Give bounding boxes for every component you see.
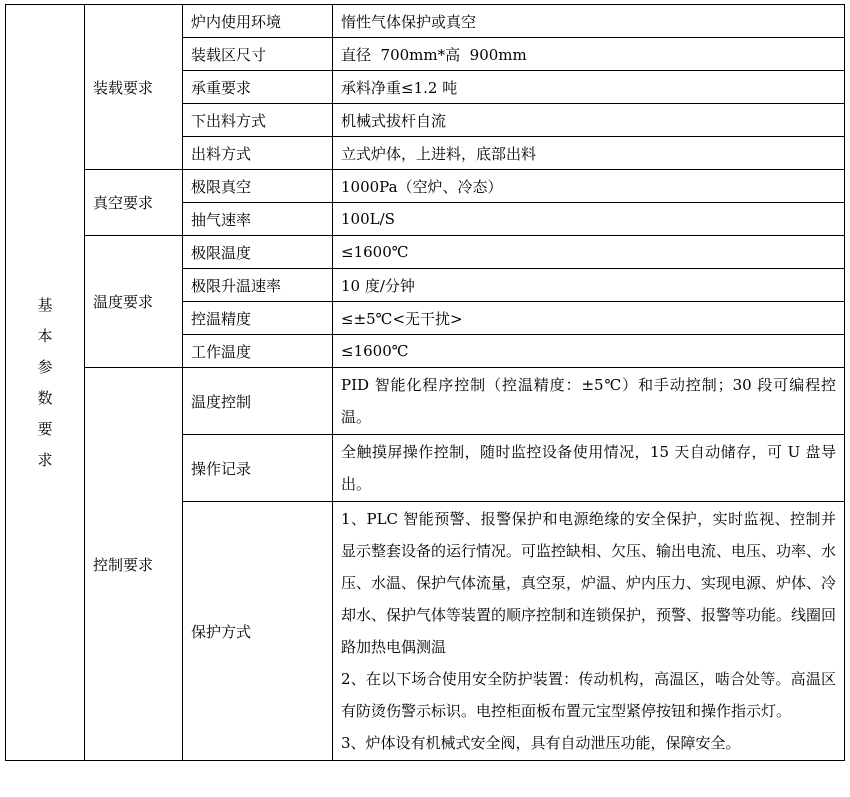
item-cell: 极限真空 [183,170,333,203]
category-cell: 真空要求 [85,170,183,236]
item-cell: 极限温度 [183,236,333,269]
item-cell: 控温精度 [183,302,333,335]
main-category-char: 数 [37,388,53,407]
item-cell: 出料方式 [183,137,333,170]
item-cell: 操作记录 [183,435,333,502]
main-category-char: 求 [37,450,53,469]
value-cell: PID 智能化程序控制（控温精度：±5℃）和手动控制；30 段可编程控温。 [333,368,845,435]
main-category-char: 本 [37,326,53,345]
main-category-char: 参 [37,357,53,376]
item-cell: 工作温度 [183,335,333,368]
category-cell: 控制要求 [85,368,183,761]
value-cell: 承料净重≤1.2 吨 [333,71,845,104]
item-cell: 保护方式 [183,502,333,761]
table-row [6,368,845,435]
value-cell: ≤1600℃ [333,335,845,368]
value-cell: 100L/S [333,203,845,236]
protection-paragraph: 1、PLC 智能预警、报警保护和电源绝缘的安全保护，实时监视、控制并显示整套设备的运行情况。可监控缺相、欠压、输出电流、电压、功率、水压、水温、保护气体流量，真空泵，炉温、炉内压力、实现电源、炉体、冷却水、保护气体等装置的顺序控制和连锁保护，预警、报警等功能。线圈回路加热电偶测温 [341,510,837,656]
value-cell: ≤1600℃ [333,236,845,269]
item-cell: 炉内使用环境 [183,5,333,38]
value-cell: 机械式拔杆自流 [333,104,845,137]
item-cell: 温度控制 [183,368,333,435]
main-category-cell [6,5,85,761]
table-row [6,236,845,269]
value-cell: 惰性气体保护或真空 [333,5,845,38]
category-cell: 温度要求 [85,236,183,368]
item-cell: 装载区尺寸 [183,38,333,71]
protection-paragraph: 2、在以下场合使用安全防护装置：传动机构，高温区，啮合处等。高温区有防烫伤警示标识。电控柜面板布置元宝型紧停按钮和操作指示灯。 [341,670,836,720]
item-cell: 承重要求 [183,71,333,104]
item-cell: 极限升温速率 [183,269,333,302]
value-cell: 直径 700mm*高 900mm [333,38,845,71]
value-cell: 全触摸屏操作控制，随时监控设备使用情况，15 天自动储存，可 U 盘导出。 [333,435,845,502]
item-cell: 下出料方式 [183,104,333,137]
table-row [6,170,845,203]
value-cell: ≤±5℃<无干扰> [333,302,845,335]
value-cell: 1000Pa（空炉、冷态） [333,170,845,203]
item-cell: 抽气速率 [183,203,333,236]
value-cell: 立式炉体，上进料，底部出料 [333,137,845,170]
spec-table [5,4,845,761]
value-cell [333,502,845,761]
category-cell: 装载要求 [85,5,183,170]
main-category-char: 要 [37,419,53,438]
protection-paragraph: 3、炉体设有机械式安全阀，具有自动泄压功能，保障安全。 [341,734,741,752]
main-category-char: 基 [37,295,53,314]
table-row [6,5,845,38]
value-cell: 10 度/分钟 [333,269,845,302]
